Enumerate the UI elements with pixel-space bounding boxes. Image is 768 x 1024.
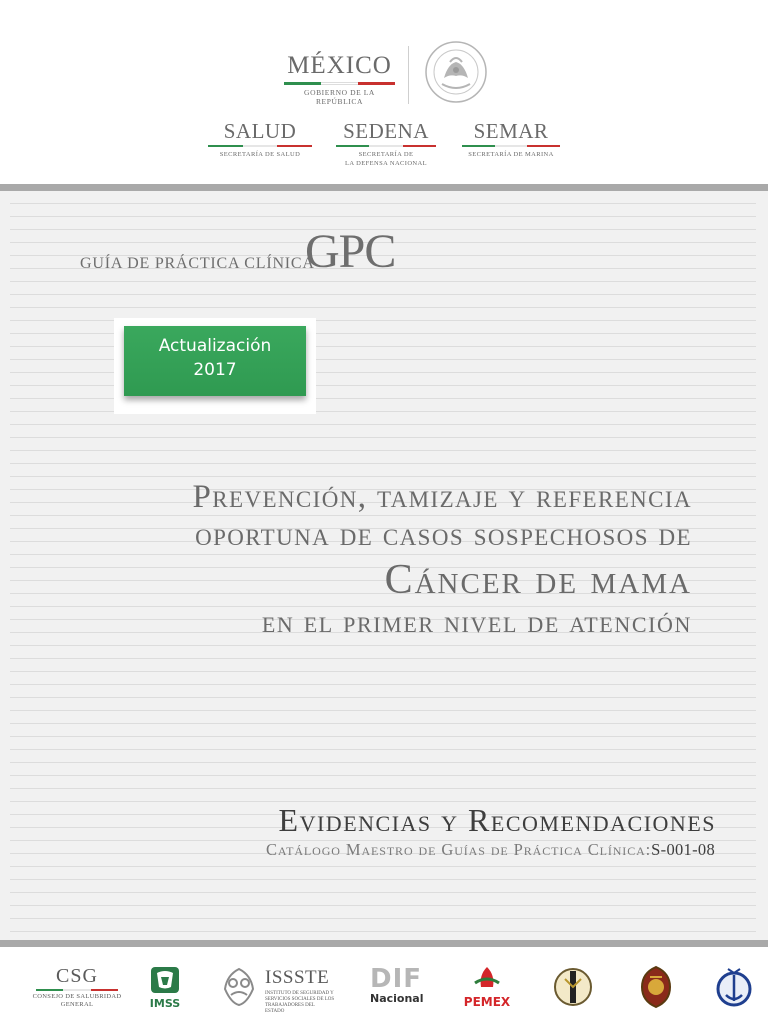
salud-subtitle: SECRETARÍA DE SALUD — [219, 151, 301, 158]
semar-emblem-icon — [636, 965, 676, 1009]
csg-subtitle-line2: GENERAL — [60, 1001, 94, 1008]
salud-name: SALUD — [223, 119, 297, 143]
catalog-reference — [266, 840, 715, 860]
imss-emblem-icon — [145, 965, 185, 995]
tricolor-line — [284, 82, 395, 85]
title-line-3: Cáncer de mama — [384, 557, 692, 603]
section-title: Evidencias y Recomendaciones — [278, 802, 716, 838]
issste-logo — [217, 965, 335, 1014]
sedena-emblem-icon — [553, 965, 593, 1009]
bottom-band — [0, 940, 768, 947]
issste-emblem-icon — [217, 965, 261, 1009]
sedena-logo — [336, 120, 436, 168]
header — [0, 0, 768, 184]
issste-name: ISSSTE — [265, 967, 330, 988]
catalog-label: Catálogo Maestro de Guías de Práctica Clínica: — [266, 840, 652, 859]
dif-logo — [370, 965, 422, 1011]
imss-logo — [145, 965, 185, 1011]
title-line-2: oportuna de casos sospechosos de — [195, 517, 692, 553]
csg-subtitle-line1: CONSEJO DE SALUBRIDAD — [32, 993, 122, 1000]
catalog-code: S-001-08 — [651, 840, 715, 859]
issste-subtitle: INSTITUTO DE SEGURIDAD Y SERVICIOS SOCIALES DE LOS TRABAJADORES DEL ESTADO — [265, 991, 335, 1014]
navy-emblem-icon — [714, 965, 754, 1009]
csg-logo — [30, 965, 124, 1011]
tricolor-line — [208, 145, 312, 147]
badge-label: Actualización — [158, 336, 272, 356]
national-seal-icon — [424, 40, 488, 104]
divider — [408, 46, 409, 104]
sedena-name: SEDENA — [343, 119, 429, 143]
semar-subtitle: SECRETARÍA DE MARINA — [468, 151, 554, 158]
salud-logo — [208, 120, 312, 159]
mexico-subtitle: GOBIERNO DE LA REPÚBLICA — [304, 88, 375, 106]
guide-acronym: GPC — [305, 225, 396, 278]
top-band — [0, 184, 768, 191]
footer — [0, 947, 768, 1024]
pemex-logo — [455, 965, 519, 1011]
imss-name: IMSS — [149, 997, 181, 1010]
title-line-1: Prevención, tamizaje y referencia — [192, 479, 692, 515]
title-line-4: en el primer nivel de atención — [261, 604, 692, 639]
update-badge — [124, 326, 306, 396]
semar-logo — [462, 120, 560, 159]
mexico-title: MÉXICO — [287, 52, 392, 79]
mexico-logo — [282, 52, 397, 106]
sedena-subtitle-line1: SECRETARÍA DE — [358, 151, 414, 158]
csg-title: CSG — [56, 965, 98, 987]
tricolor-line — [462, 145, 560, 147]
guide-label: GUÍA DE PRÁCTICA CLÍNICA — [80, 255, 315, 272]
sedena-subtitle-line2: LA DEFENSA NACIONAL — [345, 160, 427, 167]
pemex-name: PEMEX — [463, 995, 511, 1009]
tricolor-line — [336, 145, 436, 147]
pemex-eagle-icon — [455, 965, 519, 995]
dif-subtitle: Nacional — [370, 992, 424, 1005]
semar-name: SEMAR — [473, 119, 549, 143]
badge-year: 2017 — [193, 360, 237, 380]
document-title — [52, 478, 692, 640]
dif-name: DIF — [370, 964, 423, 994]
tricolor-line — [36, 989, 118, 991]
